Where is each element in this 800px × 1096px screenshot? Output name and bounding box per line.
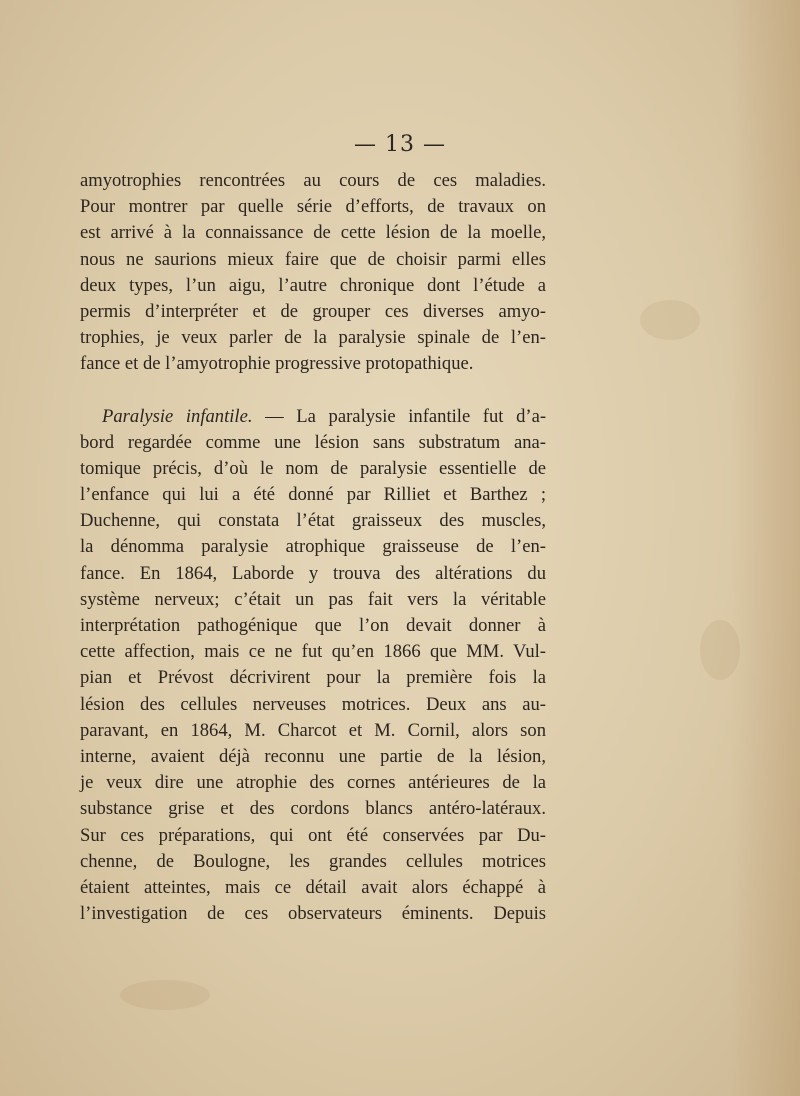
text-line: je veux dire une atrophie des cornes antérieures de la [80, 772, 546, 794]
paragraph-1 [80, 168, 546, 378]
text-line: pian et Prévost décrivirent pour la première fois la [80, 667, 546, 689]
text-line: paravant, en 1864, M. Charcot et M. Cornil, alors son [80, 719, 546, 741]
text-line: deux types, l’un aigu, l’autre chronique dont l’étude a [80, 274, 546, 296]
paper-stain [640, 300, 700, 340]
text-line: amyotrophies rencontrées au cours de ces maladies. [80, 170, 546, 191]
text-line [80, 404, 546, 430]
text-line: bord regardée comme une lésion sans substratum ana- [80, 431, 546, 453]
text-line: lésion des cellules nerveuses motrices. Deux ans au- [80, 693, 546, 715]
text-line: cette affection, mais ce ne fut qu’en 1866 que MM. Vul- [80, 641, 546, 663]
text-line: est arrivé à la connaissance de cette lésion de la moelle, [80, 222, 546, 244]
text-line: interne, avaient déjà reconnu une partie de la lésion, [80, 745, 546, 767]
text-line: chenne, de Boulogne, les grandes cellules motrices [80, 850, 546, 872]
page-number: — 13 — [354, 132, 446, 157]
text-line: nous ne saurions mieux faire que de choisir parmi elles [80, 248, 546, 270]
text-line: tomique précis, d’où le nom de paralysie essentielle de [80, 457, 546, 479]
paper-stain [120, 980, 210, 1010]
text-line: trophies, je veux parler de la paralysie spinale de l’en- [80, 327, 546, 349]
text-line: Sur ces préparations, qui ont été conservées par Du- [80, 824, 546, 846]
text-run: — La paralysie infantile fut d’a- [252, 405, 547, 427]
text-line: la dénomma paralysie atrophique graisseuse de l’en- [80, 536, 546, 558]
text-line: l’investigation de ces observateurs éminents. Depuis [80, 903, 546, 925]
section-heading-inline: Paralysie infantile. [102, 405, 253, 427]
text-line: système nerveux; c’était un pas fait vers la véritable [80, 588, 546, 610]
text-line: étaient atteintes, mais ce détail avait alors échappé à [80, 876, 546, 898]
text-line: l’enfance qui lui a été donné par Rilliet et Barthez ; [80, 484, 546, 506]
text-line: permis d’interpréter et de grouper ces diverses amyo- [80, 300, 546, 322]
paragraph-2 [80, 404, 546, 928]
text-line: fance et de l’amyotrophie progressive protopathique. [80, 353, 474, 375]
text-line: Duchenne, qui constata l’état graisseux des muscles, [80, 510, 546, 532]
text-line: fance. En 1864, Laborde y trouva des altérations du [80, 562, 546, 584]
body-text [80, 168, 546, 927]
text-line: Pour montrer par quelle série d’efforts, de travaux on [80, 196, 546, 218]
paragraph-gap [80, 378, 546, 404]
text-line: interprétation pathogénique que l’on devait donner à [80, 615, 546, 636]
text-line: substance grise et des cordons blancs antéro-latéraux. [80, 798, 546, 820]
paper-stain [700, 620, 740, 680]
page-edge-shade [730, 0, 800, 1096]
